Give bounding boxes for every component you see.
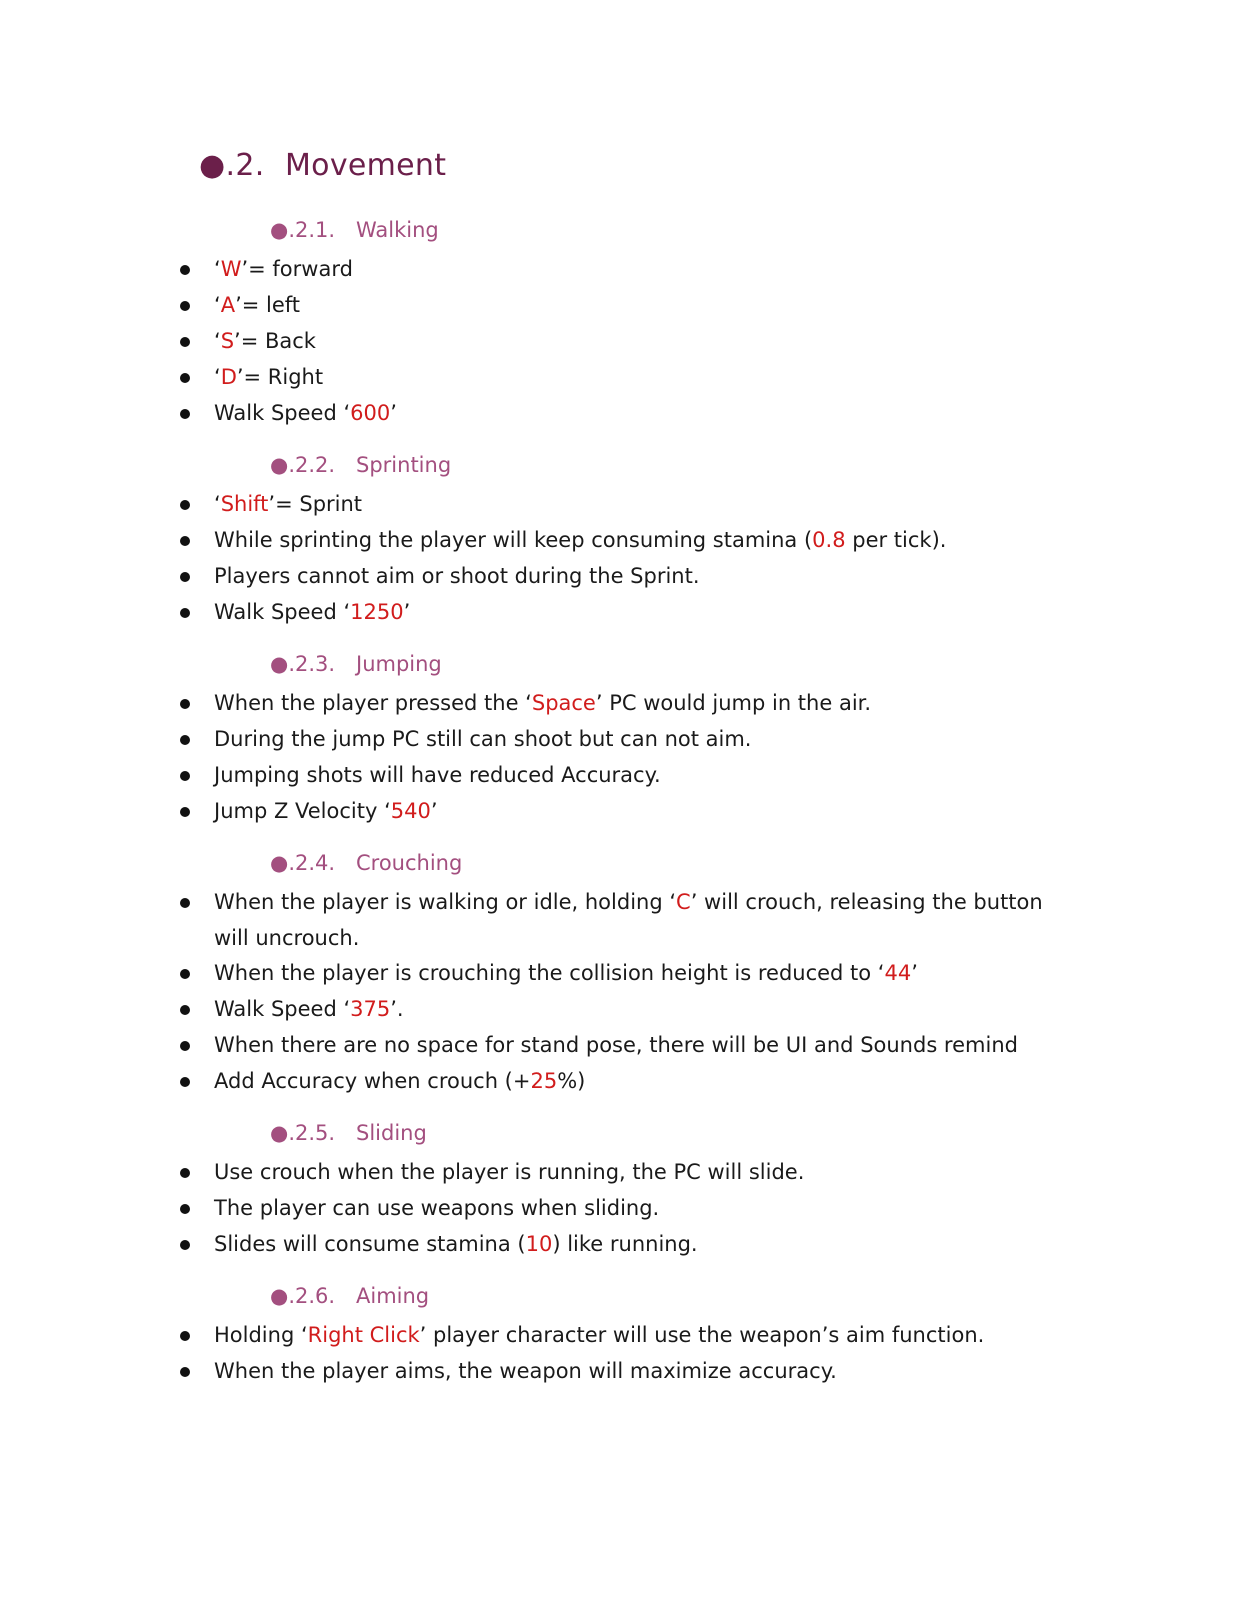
subheading-aiming: ●.2.6. Aiming xyxy=(270,1284,430,1308)
subheading-sprinting: ●.2.2. Sprinting xyxy=(270,453,452,477)
section-heading xyxy=(199,148,446,183)
subheading-jumping: ●.2.3. Jumping xyxy=(270,652,442,676)
document-page: ●.2. Movement ●.2.1. Walking ‘W’= forward ‘A’= left ‘S’= Back ‘D’= Right Walk Speed ‘600’ ●.2.2. Sprinting ‘Shift’= Sprint While sprinting the player will keep consuming stamina (0.8 per tick). Players cannot aim or shoot during the Sprint. Walk Speed ‘1250’ ●.2.3. Jumping When the player pressed the ‘Space’ PC would jump in the air. During the jump PC still can shoot but can not aim. Jumping shots will have reduced Accuracy. Jump Z Velocity ‘540’ ●.2.4. Crouching When the player is walking or idle, holding ‘C’ will crouch, releasing the button will uncrouch. When the player is crouching the collision height is reduced to ‘44’ Walk Speed ‘375’. When there are no space for stand pose, there will be UI and Sounds remind Add Accuracy when crouch (+25%) ●.2.5. Sliding Use crouch when the player is running, the PC will slide. The player can use weapons when sliding. Slides will consume stamina (10) like running. ●.2.6. Aiming Holding ‘Right Click’ player character will use the weapon’s aim function. When the player aims, the weapon will maximize accuracy. xyxy=(0,0,1236,1600)
subheading-sliding: ●.2.5. Sliding xyxy=(270,1121,427,1145)
subheading-walking: ●.2.1. Walking xyxy=(270,218,439,242)
section-number: ●.2. xyxy=(199,148,265,183)
section-title: Movement xyxy=(285,148,447,183)
subheading-crouching: ●.2.4. Crouching xyxy=(270,851,463,875)
